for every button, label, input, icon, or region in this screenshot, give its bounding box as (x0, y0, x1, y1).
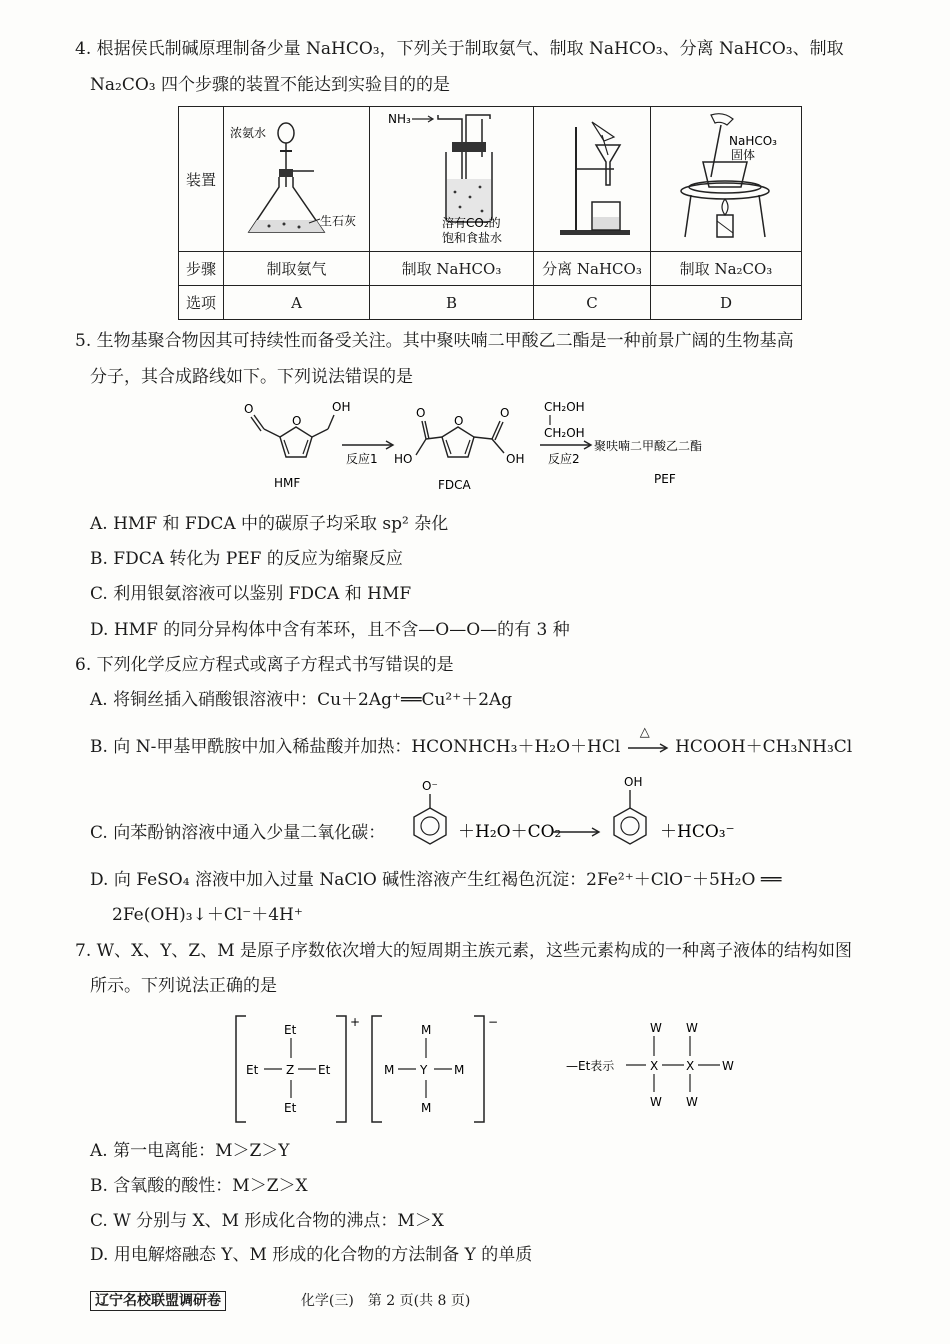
svg-text:W: W (686, 1095, 698, 1109)
ammonia-generator-drawing (224, 107, 369, 247)
q6-c-left: C. 向苯酚钠溶液中通入少量二氧化碳： (90, 823, 386, 843)
hmf-structure (244, 400, 350, 490)
label-co2-dissolved: 溶有CO₂的 (442, 216, 501, 230)
apparatus-a (224, 107, 370, 252)
svg-text:Et: Et (284, 1023, 297, 1037)
option-a: A (224, 286, 370, 320)
svg-text:W: W (650, 1095, 662, 1109)
svg-text:W: W (722, 1059, 734, 1073)
label-conc-ammonia: 浓氨水 (230, 126, 267, 140)
q7-stem-line2: 所示。下列说法正确的是 (90, 976, 277, 996)
heat-symbol: △ (639, 725, 650, 740)
q6-option-d-line2: 2Fe(OH)₃↓＋Cl⁻＋4H⁺ (112, 905, 303, 925)
svg-text:M: M (454, 1063, 465, 1077)
apparatus-b (370, 107, 534, 252)
label-solid: 固体 (731, 148, 756, 162)
footer-series: 辽宁名校联盟调研卷 (90, 1291, 226, 1311)
option-d: D (651, 286, 802, 320)
q6-option-a: A. 将铜丝插入硝酸银溶液中：Cu＋2Ag⁺══Cu²⁺＋2Ag (90, 690, 513, 710)
q5-option-b: B. FDCA 转化为 PEF 的反应为缩聚反应 (90, 549, 403, 569)
q6-stem: 6. 下列化学反应方程式或离子方程式书写错误的是 (75, 655, 454, 675)
svg-text:反应1: 反应1 (346, 452, 378, 466)
page-footer (90, 1290, 470, 1310)
q4-stem-line1: 4. 根据侯氏制碱原理制备少量 NaHCO₃，下列关于制取氨气、制取 NaHCO₃、分离 NaHCO₃、制取 (75, 39, 844, 59)
svg-text:OH: OH (332, 400, 351, 414)
footer-page: 化学(三) 第 2 页(共 8 页) (300, 1293, 471, 1309)
q6-option-d-line1: D. 向 FeSO₄ 溶液中加入过量 NaClO 碱性溶液产生红褐色沉淀：2Fe²⁺＋ClO⁻＋5H₂O ══ (90, 870, 782, 890)
apparatus-c (534, 107, 651, 252)
step-a: 制取氨气 (224, 252, 370, 286)
q7-option-c: C. W 分别与 X、M 形成化合物的沸点：M＞X (90, 1211, 444, 1231)
option-c: C (534, 286, 651, 320)
synthesis-scheme (230, 395, 750, 500)
et-legend: —Et表示 (566, 1059, 615, 1073)
atom-y: Y (420, 1063, 428, 1077)
svg-text:O: O (416, 406, 426, 420)
phenoxide-o-minus: O⁻ (422, 779, 438, 793)
q6-option-c (90, 822, 385, 844)
q6-c-right: ＋HCO₃⁻ (660, 822, 735, 842)
q5-option-d: D. HMF 的同分异构体中含有苯环，且不含—O—O—的有 3 种 (90, 620, 570, 640)
svg-text:M: M (384, 1063, 395, 1077)
heating-crucible-drawing (651, 107, 801, 247)
ionic-liquid-structure (228, 1012, 768, 1127)
label-nahco3: NaHCO₃ (729, 134, 777, 148)
q7-option-d: D. 用电解熔融态 Y、M 形成的化合物的方法制备 Y 的单质 (90, 1245, 533, 1265)
svg-text:HMF: HMF (274, 476, 301, 490)
svg-text:CH₂OH: CH₂OH (544, 400, 585, 414)
q5-stem-line1: 5. 生物基聚合物因其可持续性而备受关注。其中聚呋喃二甲酸乙二酯是一种前景广阔的生物基高 (75, 331, 794, 351)
label-saturated-brine: 饱和食盐水 (442, 231, 503, 245)
svg-text:CH₂OH: CH₂OH (544, 426, 585, 440)
q7-option-b: B. 含氧酸的酸性：M＞Z＞X (90, 1176, 308, 1196)
row-label-option: 选项 (179, 286, 224, 320)
svg-text:O: O (454, 414, 464, 428)
gas-washing-bottle-drawing (370, 107, 533, 247)
anion-charge: − (488, 1015, 499, 1029)
q6-b-right: HCOOH＋CH₃NH₃Cl (675, 737, 853, 757)
svg-text:FDCA: FDCA (438, 478, 471, 492)
q7-option-a: A. 第一电离能：M＞Z＞Y (90, 1141, 290, 1161)
svg-text:O: O (500, 406, 510, 420)
label-nh3: NH₃ (388, 112, 411, 126)
step-d: 制取 Na₂CO₃ (651, 252, 802, 286)
svg-text:X: X (650, 1059, 659, 1073)
svg-text:Et: Et (318, 1063, 331, 1077)
q7-stem-line1: 7. W、X、Y、Z、M 是原子序数依次增大的短周期主族元素，这些元素构成的一种离子液体的结构如图 (75, 941, 853, 961)
phenoxide-equation (408, 772, 735, 862)
q6-option-b (90, 725, 853, 758)
filtration-drawing (534, 107, 650, 247)
svg-text:聚呋喃二甲酸乙二酯: 聚呋喃二甲酸乙二酯 (594, 439, 703, 453)
svg-text:X: X (686, 1059, 695, 1073)
svg-text:M: M (421, 1023, 432, 1037)
q5-option-a: A. HMF 和 FDCA 中的碳原子均采取 sp² 杂化 (90, 514, 449, 534)
step-b: 制取 NaHCO₃ (370, 252, 534, 286)
q4-stem-line2: Na₂CO₃ 四个步骤的装置不能达到实验目的的是 (90, 75, 450, 95)
svg-text:W: W (650, 1021, 662, 1035)
phenol-oh: OH (624, 775, 643, 789)
svg-text:OH: OH (506, 452, 525, 466)
row-label-apparatus: 装置 (179, 107, 224, 252)
option-b: B (370, 286, 534, 320)
atom-z: Z (286, 1063, 295, 1077)
svg-text:Et: Et (284, 1101, 297, 1115)
apparatus-d (651, 107, 802, 252)
svg-text:O: O (244, 402, 254, 416)
svg-text:O: O (292, 414, 302, 428)
q6-c-mid: ＋H₂O＋CO₂ (458, 822, 562, 842)
q6-b-left: B. 向 N-甲基甲酰胺中加入稀盐酸并加热：HCONHCH₃＋H₂O＋HCl (90, 737, 621, 757)
svg-text:Et: Et (246, 1063, 259, 1077)
row-label-step: 步骤 (179, 252, 224, 286)
svg-text:W: W (686, 1021, 698, 1035)
svg-text:反应2: 反应2 (548, 452, 580, 466)
step-c: 分离 NaHCO₃ (534, 252, 651, 286)
svg-text:HO: HO (394, 452, 413, 466)
q5-option-c: C. 利用银氨溶液可以鉴别 FDCA 和 HMF (90, 584, 412, 604)
fdca-structure (394, 406, 524, 492)
svg-text:M: M (421, 1101, 432, 1115)
apparatus-table (178, 106, 802, 320)
heat-arrow (626, 725, 670, 758)
cation-charge: + (350, 1015, 361, 1029)
svg-text:PEF: PEF (654, 472, 676, 486)
q5-stem-line2: 分子，其合成路线如下。下列说法错误的是 (90, 367, 413, 387)
label-quicklime: 生石灰 (320, 214, 357, 228)
